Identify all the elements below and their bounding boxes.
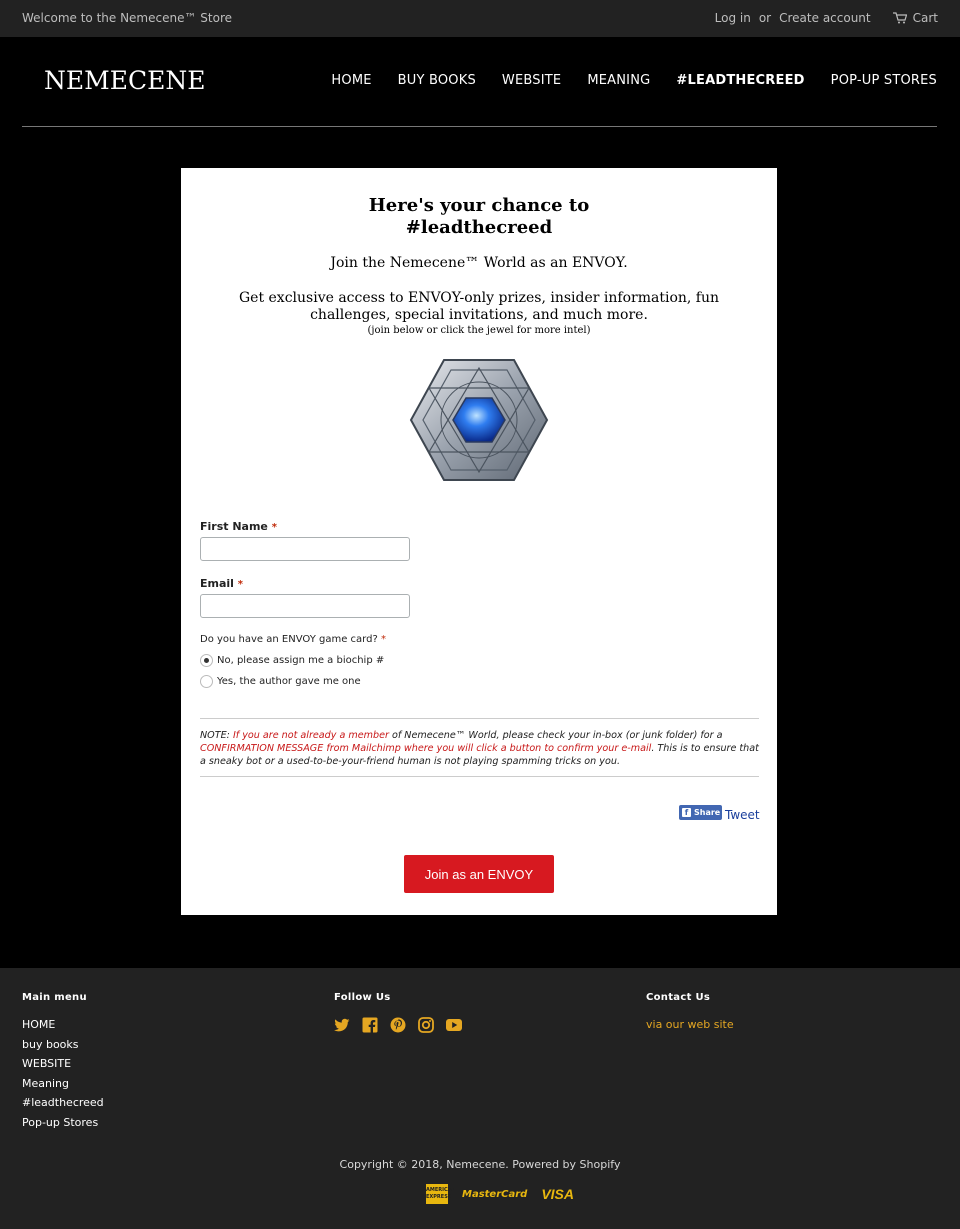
follow-title: Follow Us bbox=[334, 992, 391, 1003]
site-logo[interactable]: NEMECENE bbox=[44, 66, 206, 95]
nav-website[interactable]: WEBSITE bbox=[501, 73, 562, 88]
login-link[interactable]: Log in bbox=[714, 11, 751, 25]
option-yes-card[interactable] bbox=[200, 675, 361, 688]
pinterest-icon[interactable] bbox=[390, 1017, 406, 1033]
form-intro: Join the Nemecene™ World as an ENVOY. bbox=[330, 255, 628, 271]
game-card-question: Do you have an ENVOY game card? * bbox=[200, 634, 386, 645]
payment-icons bbox=[426, 1184, 574, 1204]
site-header bbox=[0, 37, 960, 127]
jewel-icon[interactable] bbox=[409, 356, 549, 484]
amex-icon: AMERICAN EXPRESS bbox=[426, 1184, 448, 1204]
form-headline bbox=[181, 195, 777, 239]
nav-home[interactable]: HOME bbox=[331, 73, 372, 88]
footer-main-menu bbox=[22, 1018, 104, 1136]
option-yes-label: Yes, the author gave me one bbox=[217, 676, 361, 687]
join-envoy-button[interactable]: Join as an ENVOY bbox=[404, 855, 554, 893]
footer-link-meaning[interactable]: Meaning bbox=[22, 1076, 69, 1090]
cart-label: Cart bbox=[912, 11, 938, 25]
tweet-link[interactable]: Tweet bbox=[725, 808, 760, 822]
cart-icon bbox=[893, 12, 907, 24]
create-account-link[interactable]: Create account bbox=[779, 11, 871, 25]
welcome-message: Welcome to the Nemecene™ Store bbox=[22, 11, 233, 25]
instagram-icon[interactable] bbox=[418, 1017, 434, 1033]
nav-leadthecreed[interactable]: #LEADTHECREED bbox=[676, 73, 805, 88]
first-name-label: First Name * bbox=[200, 520, 277, 533]
footer-link-pop-up-stores[interactable]: Pop-up Stores bbox=[22, 1115, 99, 1129]
main-nav bbox=[305, 73, 937, 88]
email-input[interactable] bbox=[200, 594, 410, 618]
headline-line-1: Here's your chance to bbox=[368, 195, 590, 216]
header-divider bbox=[22, 126, 937, 127]
account-links bbox=[715, 11, 938, 25]
headline-line-2: #leadthecreed bbox=[405, 217, 553, 238]
mastercard-icon: MasterCard bbox=[462, 1188, 528, 1200]
share-label: Share bbox=[694, 808, 721, 817]
main-menu-title: Main menu bbox=[22, 992, 87, 1003]
or-text: or bbox=[758, 11, 772, 25]
contact-title: Contact Us bbox=[646, 992, 711, 1003]
site-footer bbox=[0, 968, 960, 1229]
copyright: Copyright © 2018, Nemecene. Powered by Shopify bbox=[339, 1158, 621, 1171]
visa-icon: VISA bbox=[541, 1186, 575, 1202]
option-no-label: No, please assign me a biochip # bbox=[217, 655, 385, 666]
facebook-share-button[interactable] bbox=[679, 805, 722, 820]
facebook-icon[interactable] bbox=[362, 1017, 378, 1033]
nav-pop-up-stores[interactable]: POP-UP STORES bbox=[830, 73, 937, 88]
form-benefits: Get exclusive access to ENVOY-only prizes, insider information, fun challenges, special invitations, and much more. bbox=[238, 290, 720, 323]
note-divider-bottom bbox=[200, 776, 759, 777]
youtube-icon[interactable] bbox=[446, 1017, 462, 1033]
nav-buy-books[interactable]: BUY BOOKS bbox=[397, 73, 476, 88]
cart-link[interactable] bbox=[893, 11, 938, 25]
footer-link-leadthecreed[interactable]: #leadthecreed bbox=[22, 1096, 104, 1110]
radio-no[interactable] bbox=[200, 654, 213, 667]
twitter-icon[interactable] bbox=[334, 1017, 350, 1033]
email-label: Email * bbox=[200, 577, 244, 590]
contact-link[interactable]: via our web site bbox=[646, 1018, 734, 1031]
confirmation-note: NOTE: If you are not already a member of Nemecene™ World, please check your in-box (or junk folder) for a CONFIRMATION MESSAGE from Mailchimp where you will click a button to confirm your e-mail. This is to ensure that a sneaky bot or a used-to-be-your-friend human is not playing spamming tricks on you. bbox=[200, 730, 759, 767]
announcement-bar bbox=[0, 0, 960, 37]
note-divider-top bbox=[200, 718, 759, 719]
footer-link-buy-books[interactable]: buy books bbox=[22, 1037, 79, 1051]
option-no-biochip[interactable] bbox=[200, 654, 384, 667]
footer-link-home[interactable]: HOME bbox=[22, 1018, 56, 1031]
radio-yes[interactable] bbox=[200, 675, 213, 688]
footer-link-website[interactable]: WEBSITE bbox=[22, 1057, 72, 1071]
social-links bbox=[334, 1017, 462, 1033]
first-name-input[interactable] bbox=[200, 537, 410, 561]
nav-meaning[interactable]: MEANING bbox=[587, 73, 651, 88]
form-hint: (join below or click the jewel for more intel) bbox=[367, 325, 591, 336]
facebook-icon: f bbox=[682, 808, 691, 817]
envoy-signup-form bbox=[181, 168, 777, 915]
